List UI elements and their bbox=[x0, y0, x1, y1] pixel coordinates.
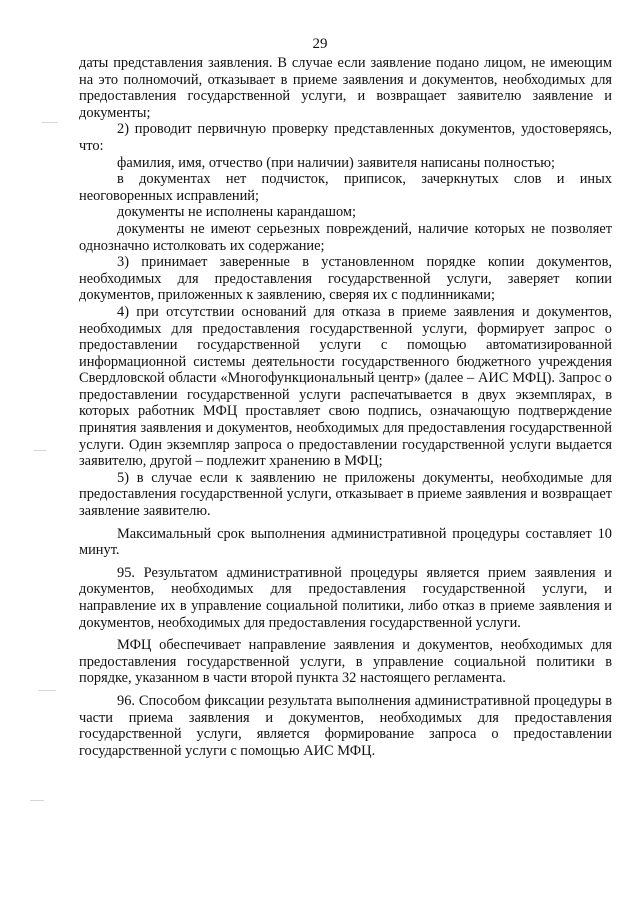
paragraph: МФЦ обеспечивает направление заявления и документов, необходимых для предоставления государственной услуги, в управление социальной политики в порядке, указанном в части второй пункта 32 настоящего регламента. bbox=[79, 637, 612, 687]
document-body bbox=[79, 55, 612, 759]
paragraph: 3) принимает заверенные в установленном порядке копии документов, необходимых для предоставления государственной услуги, заверяет копии документов, приложенных к заявлению, сверяя их с подлинниками; bbox=[79, 254, 612, 304]
scan-speck bbox=[38, 690, 56, 691]
paragraph: 5) в случае если к заявлению не приложены документы, необходимые для предоставления государственной услуги, отказывает в приеме заявления и возвращает заявление заявителю. bbox=[79, 469, 612, 520]
paragraph: документы не исполнены карандашом; bbox=[117, 204, 357, 221]
paragraph: 95. Результатом административной процедуры является прием заявления и документов, необходимых для предоставления государственной услуги, и направление их в управление социальной политики, либо отказ в приеме заявления и документов, необходимых для предоставления государственной услуги. bbox=[79, 564, 612, 631]
paragraph: фамилия, имя, отчество (при наличии) заявителя написаны полностью; bbox=[117, 154, 556, 171]
paragraph: 2) проводит первичную проверку представленных документов, удостоверяясь, что: bbox=[79, 121, 612, 154]
scan-speck bbox=[30, 800, 44, 801]
paragraph: Максимальный срок выполнения административной процедуры составляет 10 минут. bbox=[79, 525, 612, 559]
paragraph: 96. Способом фиксации результата выполнения административной процедуры в части приема заявления и документов, необходимых для предоставления государственной услуги, является формирование запроса о предоставлении государственной услуги с помощью АИС МФЦ. bbox=[79, 692, 612, 759]
page-number: 29 bbox=[312, 36, 328, 52]
paragraph: даты представления заявления. В случае если заявление подано лицом, не имеющим на это полномочий, отказывает в приеме заявления и документов, необходимых для предоставления государственной услуги, и возвращает заявителю заявление и документы; bbox=[79, 55, 612, 121]
paragraph: документы не имеют серьезных повреждений, наличие которых не позволяет однозначно истолковать их содержание; bbox=[79, 220, 612, 254]
scan-speck bbox=[34, 450, 46, 451]
paragraph: в документах нет подчисток, приписок, зачеркнутых слов и иных неоговоренных исправлений; bbox=[79, 171, 612, 204]
paragraph: 4) при отсутствии оснований для отказа в приеме заявления и документов, необходимых для предоставления государственной услуги, формирует запрос о предоставлении государственной услуги с помощью автоматизированной информационной системы деятельности государственного бюджетного учреждения Свердловской области «Многофункциональный центр» (далее – АИС МФЦ). Запрос о предоставлении государственной услуги распечатывается в двух экземплярах, в которых работник МФЦ проставляет свою подпись, означающую подтверждение принятия заявления и документов, необходимых для предоставления государственной услуги. Один экземпляр запроса о предоставлении государственной услуги выдается заявителю, другой – подлежит хранению в МФЦ; bbox=[79, 303, 612, 470]
scan-speck bbox=[42, 122, 58, 123]
